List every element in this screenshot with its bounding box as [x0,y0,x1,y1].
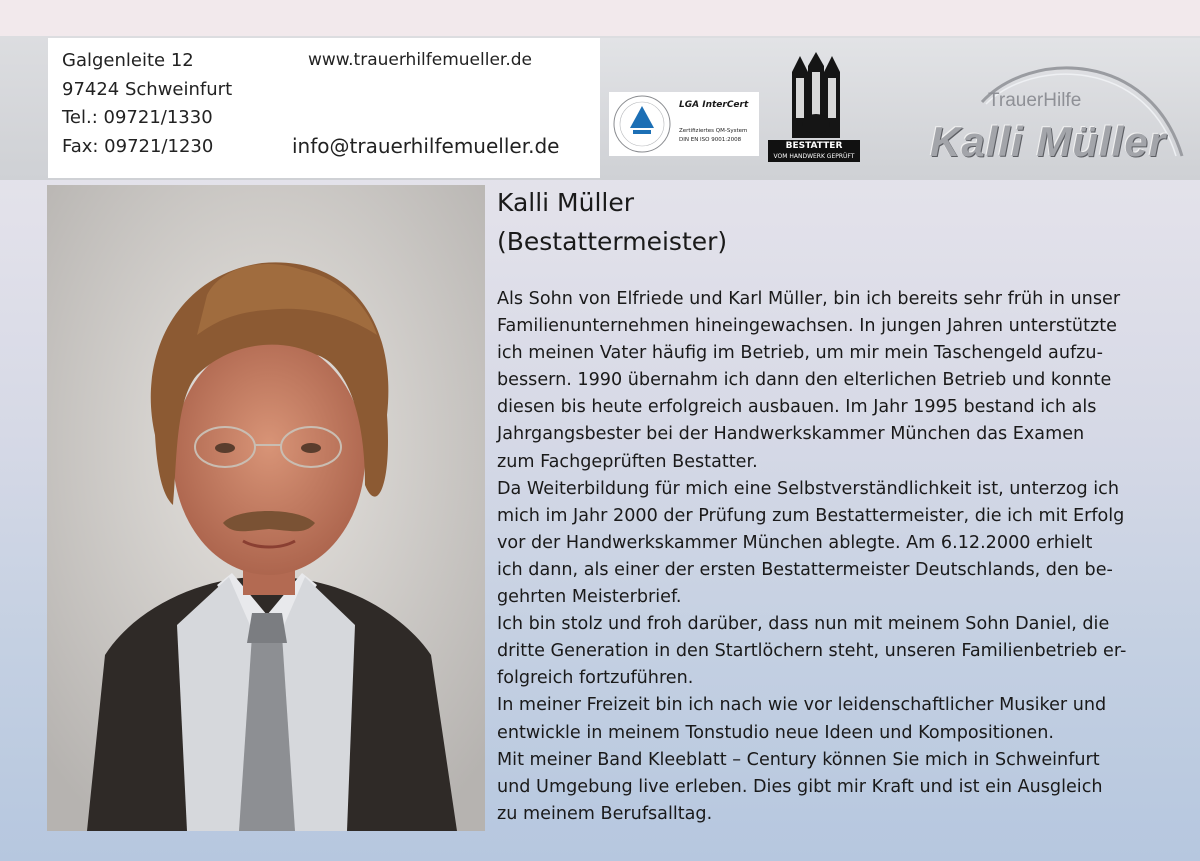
bio-line: zum Fachgeprüften Bestatter. [497,451,758,472]
iso-norm-label: DIN EN ISO 9001:2008 [679,137,742,143]
top-band [0,0,1200,36]
bio-line: diesen bis heute erfolgreich ausbauen. Im Jahr 1995 bestand ich als [497,397,1097,418]
portrait-photo [47,185,485,831]
lga-intercert-label: LGA InterCert [679,100,749,110]
brand-logo [920,56,1190,174]
bio-line: Als Sohn von Elfriede und Karl Müller, bin ich bereits sehr früh in unser [497,289,1121,309]
bio-line: ich meinen Vater häufig im Betrieb, um mir mein Taschengeld aufzu- [497,343,1103,364]
bio-line: Jahrgangsbester bei der Handwerkskammer München das Examen [497,424,1085,445]
bestatter-badge [768,52,860,164]
qm-system-label: Zertifiziertes QM-System [679,128,748,134]
bio-line: und Umgebung live erleben. Dies gibt mir Kraft und ist ein Ausgleich [497,776,1103,797]
bio-line: gehrten Meisterbrief. [497,587,682,608]
bio-line: Familienunternehmen hineingewachsen. In jungen Jahren unterstützte [497,316,1117,337]
bio-line: vor der Handwerkskammer München ablegte. Am 6.12.2000 erhielt [497,532,1093,553]
bio-line: bessern. 1990 übernahm ich dann den elterlichen Betrieb und konnte [497,370,1112,391]
website-link[interactable]: www.trauerhilfemueller.de [308,50,532,70]
bio-line: ich dann, als einer der ersten Bestattermeister Deutschlands, den be- [497,559,1113,580]
brand-name: Kalli Müller [930,118,1167,165]
bio-line: Da Weiterbildung für mich eine Selbstverständlichkeit ist, unterzog ich [497,478,1120,499]
bio-line: Mit meiner Band Kleeblatt – Century können Sie mich in Schweinfurt [497,749,1100,770]
bestatter-label: BESTATTER [768,140,860,152]
certification-badge [609,92,759,156]
email-link[interactable]: info@trauerhilfemueller.de [292,134,560,158]
tuv-seal-icon [609,94,675,154]
bio-line: mich im Jahr 2000 der Prüfung zum Bestattermeister, die ich mit Erfolg [497,505,1125,526]
biography-text [497,286,1187,828]
church-windows-icon [768,52,860,140]
phone-number: Tel.: 09721/1330 [62,107,213,128]
street-address: Galgenleite 12 [62,50,194,71]
bio-line: entwickle in meinem Tonstudio neue Ideen und Kompositionen. [497,722,1054,743]
bio-line: Ich bin stolz und froh darüber, dass nun mit meinem Sohn Daniel, die [497,614,1110,635]
fax-number: Fax: 09721/1230 [62,136,214,157]
person-name: Kalli Müller [497,188,635,217]
bio-line: zu meinem Berufsalltag. [497,803,713,824]
bio-line: dritte Generation in den Startlöchern steht, unseren Familienbetrieb er- [497,641,1127,662]
handwerk-label: VOM HANDWERK GEPRÜFT [768,152,860,162]
city-address: 97424 Schweinfurt [62,79,233,100]
brand-subtitle: TrauerHilfe [988,90,1082,111]
bio-line: folgreich fortzuführen. [497,668,694,689]
bio-line: In meiner Freizeit bin ich nach wie vor leidenschaftlicher Musiker und [497,695,1107,716]
person-role: (Bestattermeister) [497,227,728,256]
